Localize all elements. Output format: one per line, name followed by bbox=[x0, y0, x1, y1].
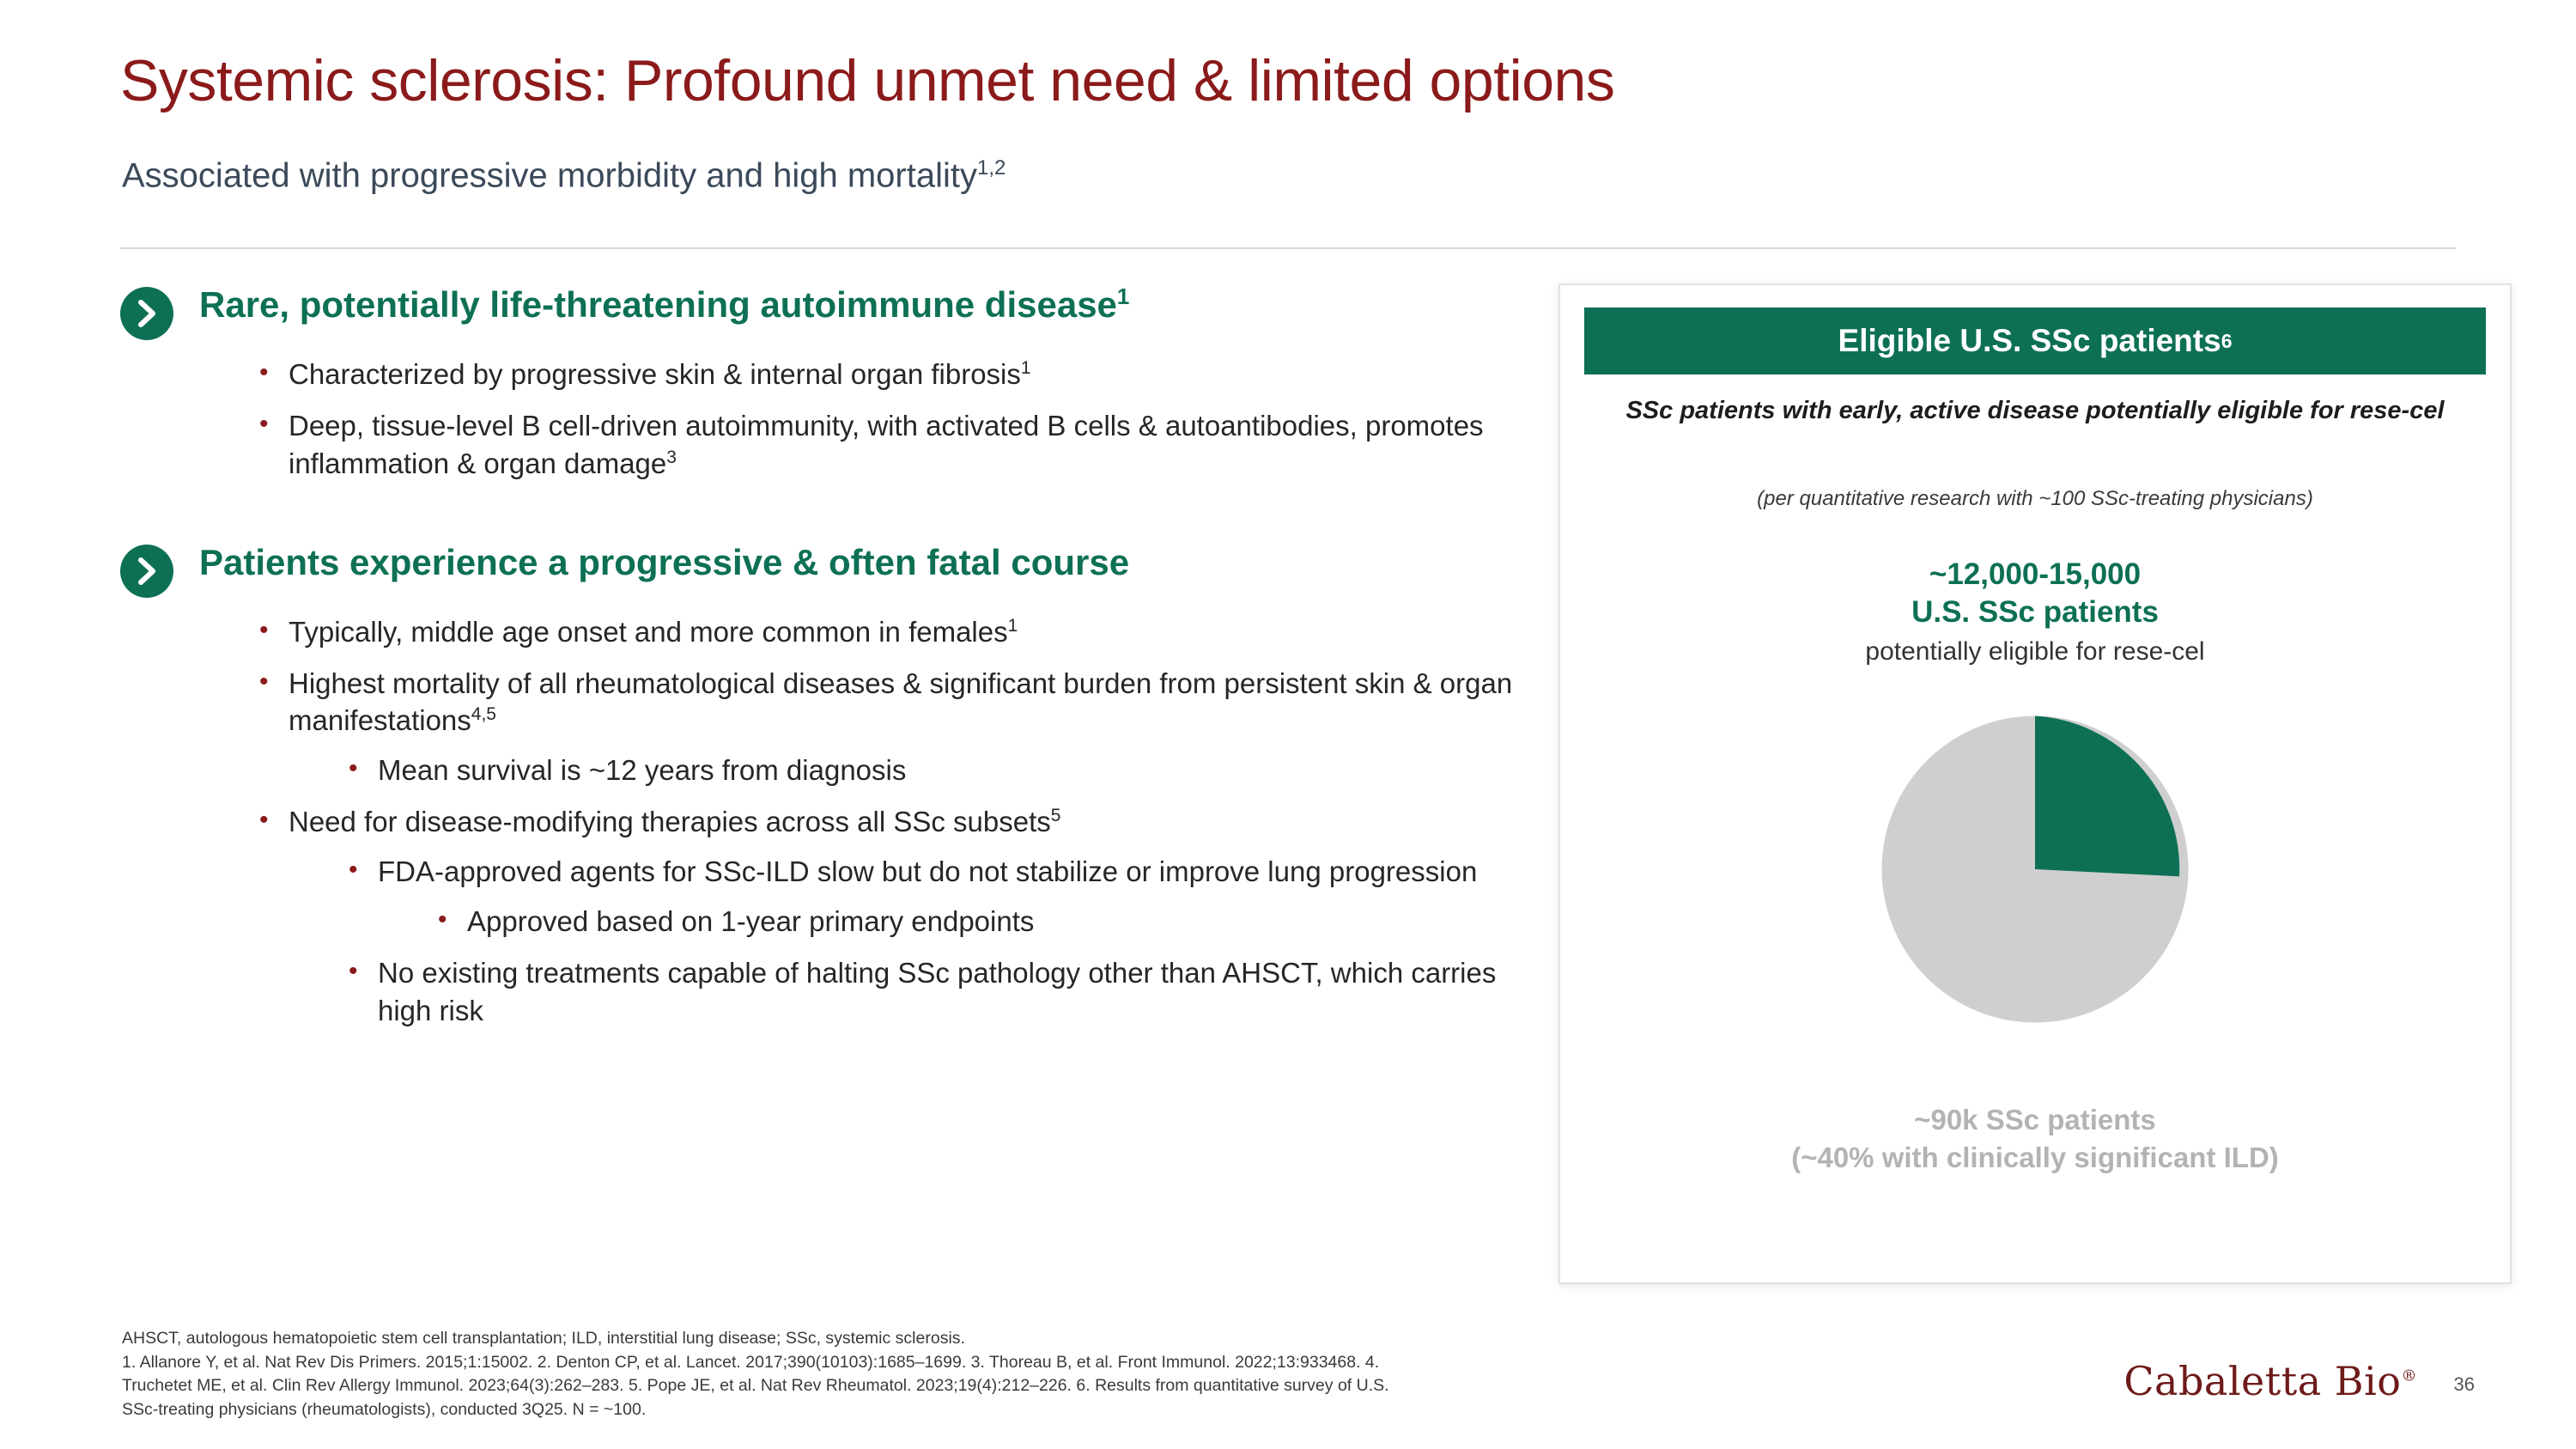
left-content-column bbox=[120, 283, 1537, 1044]
company-logo bbox=[2123, 1358, 2417, 1404]
footnote-line: AHSCT, autologous hematopoietic stem cell transplantation; ILD, interstitial lung disease; SSc, systemic sclerosis. bbox=[122, 1329, 965, 1348]
card-footer-line1: ~90k SSc patients bbox=[1914, 1104, 2156, 1135]
list-item-text: Typically, middle age onset and more common in females bbox=[289, 615, 1008, 648]
section-heading-1 bbox=[120, 283, 1537, 340]
section-heading-2-label: Patients experience a progressive & often fatal course bbox=[199, 541, 1130, 582]
pie-chart bbox=[1560, 689, 2510, 1050]
page-subtitle-text: Associated with progressive morbidity and high mortality bbox=[122, 156, 977, 195]
section-heading-1-label: Rare, potentially life-threatening autoimmune disease bbox=[199, 284, 1117, 325]
list-item-text: Need for disease-modifying therapies across all SSc subsets bbox=[289, 806, 1051, 838]
list-item-text: Characterized by progressive skin & internal organ fibrosis bbox=[289, 358, 1021, 390]
card-stat-number: ~12,000-15,000 bbox=[1929, 557, 2142, 591]
section-heading-2 bbox=[120, 541, 1537, 598]
section-2-bullets bbox=[251, 613, 1537, 1030]
card-stat-population: U.S. SSc patients bbox=[1911, 595, 2159, 630]
list-item-superscript: 3 bbox=[666, 447, 677, 467]
section-spacer bbox=[120, 496, 1537, 541]
section-heading-1-text bbox=[199, 283, 1129, 326]
list-item-text: Mean survival is ~12 years from diagnosis bbox=[378, 754, 907, 787]
list-item-text: Highest mortality of all rheumatological diseases & significant burden from persistent skin & organ manifestations bbox=[289, 667, 1513, 737]
chevron-right-icon bbox=[120, 545, 173, 598]
list-item bbox=[340, 954, 1537, 1030]
card-stat-caption: potentially eligible for rese-cel bbox=[1865, 637, 2205, 666]
card-header bbox=[1584, 307, 2486, 374]
company-logo-text: Cabaletta Bio bbox=[2123, 1358, 2402, 1404]
card-header-label: Eligible U.S. SSc patients bbox=[1838, 323, 2221, 358]
list-item bbox=[340, 752, 1537, 789]
list-item bbox=[340, 853, 1537, 941]
section-heading-2-text bbox=[199, 541, 1129, 584]
card-subtitle-small: (per quantitative research with ~100 SSc-treating physicians) bbox=[1757, 487, 2313, 510]
sub-list bbox=[340, 853, 1537, 1030]
list-item bbox=[429, 903, 1537, 941]
eligible-patients-card bbox=[1558, 283, 2512, 1284]
card-footer-stat bbox=[1595, 1101, 2476, 1177]
list-item-text: FDA-approved agents for SSc-ILD slow but do not stabilize or improve lung progression bbox=[378, 855, 1478, 887]
list-item-superscript: 4,5 bbox=[471, 704, 496, 725]
list-item-text: No existing treatments capable of halting SSc pathology other than AHSCT, which carries high risk bbox=[378, 956, 1497, 1026]
list-item-superscript: 5 bbox=[1050, 806, 1061, 826]
footnote-line: Truchetet ME, et al. Clin Rev Allergy Immunol. 2023;64(3):262–283. 5. Pope JE, et al. Nat Rev Rheumatol. 2023;19(4):212–226. 6. Results from quantitative survey of U.S. bbox=[122, 1376, 1389, 1396]
card-stat-primary bbox=[1560, 556, 2510, 631]
list-item-superscript: 1 bbox=[1007, 615, 1018, 636]
list-item bbox=[251, 613, 1537, 651]
footnote-line: SSc-treating physicians (rheumatologists), conducted 3Q25. N = ~100. bbox=[122, 1400, 647, 1420]
pie-slice-eligible bbox=[2035, 716, 2179, 877]
footnote-line: 1. Allanore Y, et al. Nat Rev Dis Primers. 2015;1:15002. 2. Denton CP, et al. Lancet. 2017;390(10103):1685–1699. 3. Thoreau B, et al. Front Immunol. 2022;13:933468. 4. bbox=[122, 1352, 1380, 1372]
section-1-bullets bbox=[251, 356, 1537, 483]
page-subtitle-superscript: 1,2 bbox=[977, 156, 1006, 180]
list-item-text: Deep, tissue-level B cell-driven autoimmunity, with activated B cells & autoantibodies, promotes inflammation & organ damage bbox=[289, 409, 1484, 479]
list-item bbox=[251, 356, 1537, 393]
list-item bbox=[251, 407, 1537, 483]
list-item bbox=[251, 665, 1537, 790]
page-title: Systemic sclerosis: Profound unmet need & limited options bbox=[120, 48, 1615, 113]
chevron-right-icon bbox=[120, 287, 173, 340]
list-item-text: Approved based on 1-year primary endpoints bbox=[467, 904, 1035, 937]
page-number: 36 bbox=[2453, 1373, 2475, 1395]
header-divider bbox=[120, 247, 2456, 249]
page-subtitle bbox=[122, 156, 1005, 195]
pie-chart-svg bbox=[1855, 689, 2215, 1050]
list-item-superscript: 1 bbox=[1020, 358, 1031, 378]
card-footer-line2: (~40% with clinically significant ILD) bbox=[1791, 1141, 2279, 1173]
sub-list bbox=[340, 752, 1537, 789]
section-heading-1-superscript: 1 bbox=[1116, 283, 1130, 309]
registered-trademark-icon: ® bbox=[2401, 1367, 2417, 1385]
footnotes bbox=[122, 1327, 1839, 1422]
list-item bbox=[251, 803, 1537, 1029]
sub-sub-list bbox=[429, 903, 1537, 941]
card-subtitle-bold: SSc patients with early, active disease potentially eligible for rese-cel bbox=[1625, 397, 2445, 424]
card-header-superscript: 6 bbox=[2221, 329, 2233, 352]
